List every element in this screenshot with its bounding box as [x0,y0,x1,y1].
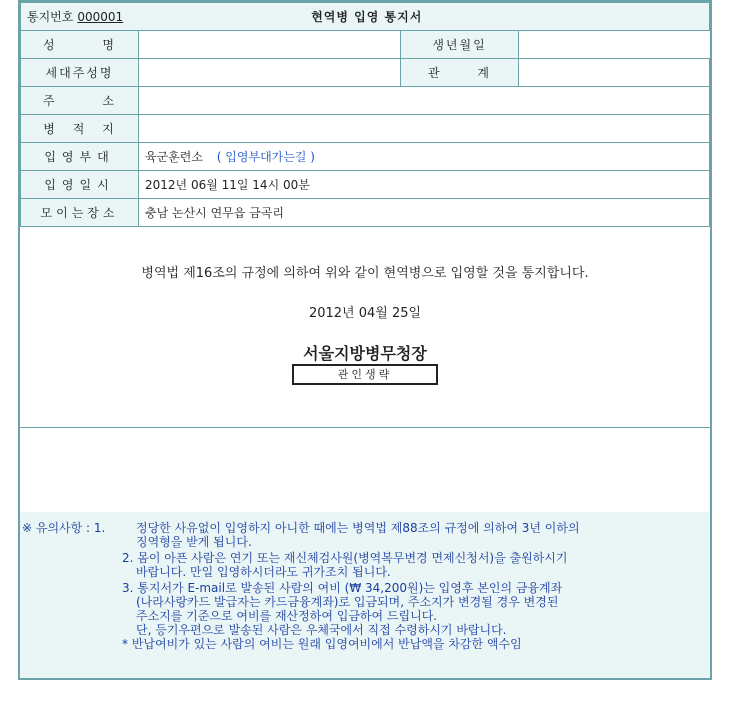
note-1a: 정당한 사유없이 입영하지 아니한 때에는 병역법 제88조의 규정에 의하여 3년 이하의 [136,521,580,535]
address-label: 주 소 [21,87,139,115]
note-1b: 징역형을 받게 됩니다. [136,535,252,549]
row-name [21,31,710,59]
address-value [139,87,710,115]
row-datetime [21,171,710,199]
note-prefix: ※ 유의사항 : 1. [22,521,106,535]
notice-number-label: 통지번호 [27,10,74,24]
birth-value [519,31,710,59]
relation-label: 관 계 [401,59,519,87]
issuing-office: 서울지방병무청장 [303,344,427,363]
notice-number-value: 000001 [77,10,124,24]
precautions [20,512,710,678]
document-title: 현역병 입영 통지서 [139,3,710,31]
gather-label: 모이는장소 [21,199,139,227]
row-household [21,59,710,87]
row-gather [21,199,710,227]
row-domicile [21,115,710,143]
notice-statement: 병역법 제16조의 규정에 의하여 위와 같이 현역병으로 입영할 것을 통지합니다. [141,266,589,281]
note-3c: 주소지를 기준으로 여비를 재산정하여 입금하여 드립니다. [136,609,438,623]
notice-number [21,3,139,31]
domicile-label: 병 적 지 [21,115,139,143]
note-3d: 단, 등기우편으로 발송된 사람은 우체국에서 직접 수령하시기 바랍니다. [136,623,507,637]
note-3a: 3. 통지서가 E-mail로 발송된 사람의 여비 (₩ 34,200원)는 입영후 본인의 금융계좌 [122,581,563,595]
datetime-value: 2012년 06월 11일 14시 00분 [139,171,710,199]
info-table [20,2,710,227]
row-address [21,87,710,115]
relation-value [519,59,710,87]
seal-omitted-box: 관인생략 [292,364,438,385]
unit-label: 입영부대 [21,143,139,171]
row-unit [21,143,710,171]
induction-notice [18,0,712,680]
household-label: 세대주성명 [21,59,139,87]
note-2b: 바랍니다. 만일 입영하시더라도 귀가조치 됩니다. [136,565,391,579]
household-value [139,59,401,87]
birth-label: 생년월일 [401,31,519,59]
header-row [21,3,710,31]
name-label: 성 명 [21,31,139,59]
gather-value: 충남 논산시 연무읍 금곡리 [139,199,710,227]
note-2a: 2. 몸이 아픈 사람은 연기 또는 재신체검사원(병역복무변경 면제신청서)을 출원하시기 [122,551,568,565]
datetime-label: 입영일시 [21,171,139,199]
name-value [139,31,401,59]
note-3b: (나라사랑카드 발급자는 카드금융계좌)로 입금되며, 주소지가 변경될 경우 변경된 [136,595,559,609]
unit-cell [139,143,710,171]
domicile-value [139,115,710,143]
unit-directions-link[interactable]: ( 입영부대가는길 ) [216,150,315,164]
unit-value: 육군훈련소 [145,150,203,164]
notice-body [20,227,710,428]
note-4: * 반납여비가 있는 사람의 여비는 원래 입영여비에서 반납액을 차감한 액수임 [122,637,522,651]
notice-date: 2012년 04월 25일 [308,306,422,321]
